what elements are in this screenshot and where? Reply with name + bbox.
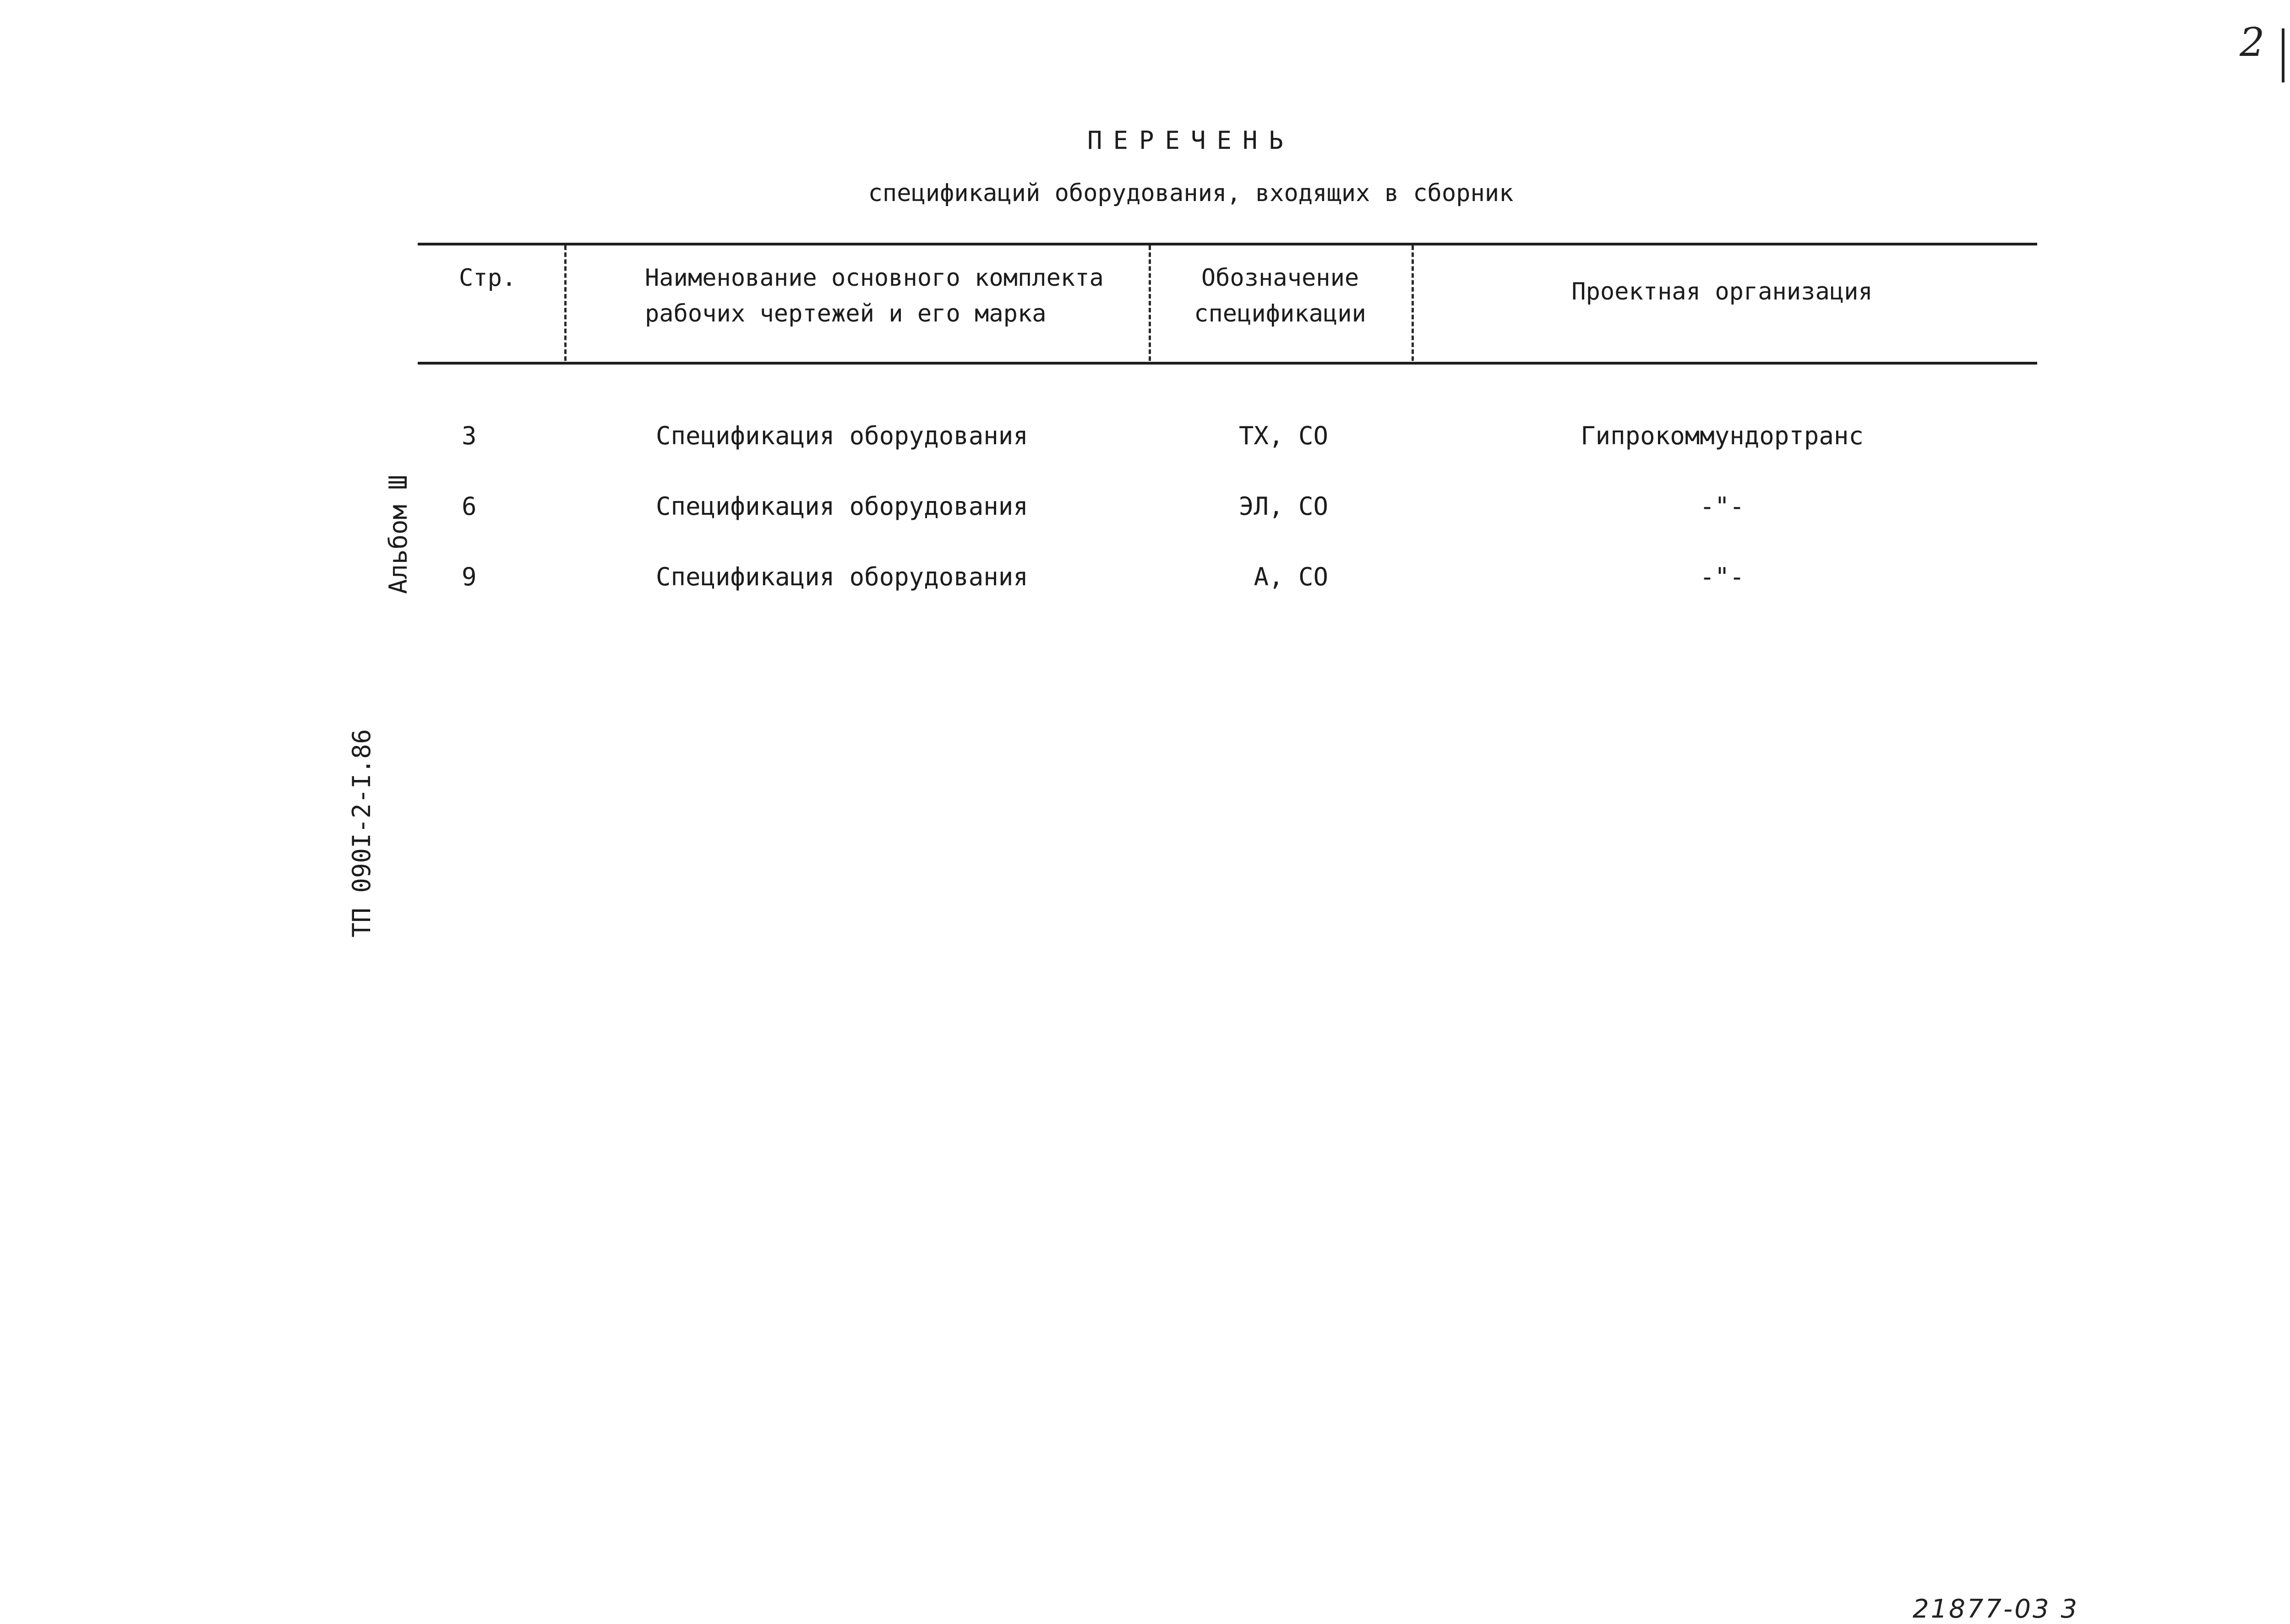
page-number: 2 xyxy=(2240,20,2265,65)
row-organization: -"- xyxy=(1700,492,1745,521)
header-code-line1: Обозначение xyxy=(1201,264,1359,292)
row-code: А, СО xyxy=(1254,562,1328,591)
row-page: 9 xyxy=(462,562,477,591)
side-label-project-code: ТП 090I-2-I.86 xyxy=(347,729,376,937)
header-organization: Проектная организация xyxy=(1571,278,1873,305)
document-subtitle: спецификаций оборудования, входящих в сборник xyxy=(868,180,1514,207)
table-row xyxy=(0,559,2290,595)
row-code: ЭЛ, СО xyxy=(1238,492,1328,521)
archive-number: 21877-03 3 xyxy=(1913,1594,2079,1624)
column-separator xyxy=(1149,245,1151,361)
document-title: ПЕРЕЧЕНЬ xyxy=(1087,126,1295,155)
side-label-album: Альбом Ш xyxy=(384,474,413,594)
table-header-bottom-rule xyxy=(418,362,2037,365)
column-separator xyxy=(564,245,567,361)
header-code-line2: спецификации xyxy=(1194,300,1366,327)
header-page: Стр. xyxy=(459,264,517,292)
header-name-line1: Наименование основного комплекта xyxy=(645,264,1104,292)
row-code: ТХ, СО xyxy=(1238,421,1328,450)
row-organization: Гипрокоммундортранс xyxy=(1581,421,1864,450)
row-name: Спецификация оборудования xyxy=(656,421,1028,450)
header-name-line2: рабочих чертежей и его марка xyxy=(645,300,1047,327)
row-organization: -"- xyxy=(1700,562,1745,591)
page-number-mark xyxy=(2282,28,2285,82)
table-row xyxy=(0,418,2290,454)
header-code xyxy=(1172,260,1388,332)
row-name: Спецификация оборудования xyxy=(656,492,1028,521)
row-page: 6 xyxy=(462,492,477,521)
row-name: Спецификация оборудования xyxy=(656,562,1028,591)
table-top-rule xyxy=(418,243,2037,245)
row-page: 3 xyxy=(462,421,477,450)
header-name xyxy=(645,260,1104,332)
table-row xyxy=(0,488,2290,525)
